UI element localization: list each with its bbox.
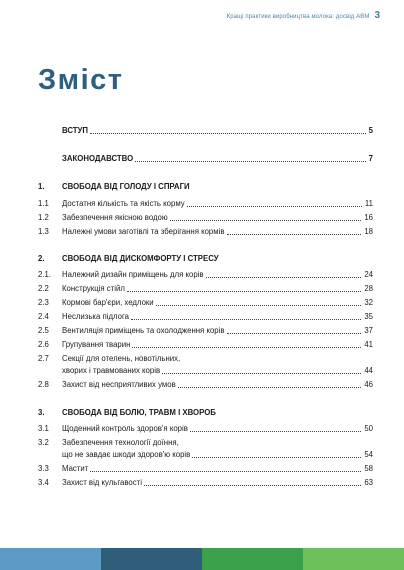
leader-dots xyxy=(190,431,361,432)
leader-dots xyxy=(144,485,361,486)
toc-entry-page: 37 xyxy=(364,326,373,335)
toc-entry[interactable] xyxy=(38,312,373,322)
toc-entry-number: 2.6 xyxy=(38,340,49,349)
toc-entry-page: 35 xyxy=(364,312,373,321)
section-heading[interactable] xyxy=(38,182,373,192)
toc-entry-label: Вентиляція приміщень та охолодження корів xyxy=(62,326,225,335)
toc-entry[interactable] xyxy=(38,464,373,474)
leader-dots xyxy=(135,161,366,162)
section-heading[interactable] xyxy=(38,254,373,264)
toc-entry[interactable] xyxy=(38,270,373,280)
toc-entry-label: Кормові бар'єри, хедлоки xyxy=(62,298,154,307)
toc-entry[interactable] xyxy=(38,380,373,390)
toc-entry[interactable] xyxy=(38,298,373,308)
leader-dots xyxy=(132,347,361,348)
toc-entry[interactable] xyxy=(38,227,373,237)
toc-entry-number: 3.2 xyxy=(38,438,49,447)
toc-entry-label: Забезпечення технології доїння, xyxy=(62,438,179,447)
section-number: 1. xyxy=(38,182,45,191)
toc-entry-page: 24 xyxy=(364,270,373,279)
toc-entry-number: 2.7 xyxy=(38,354,49,363)
toc-entry-label: Захист від несприятливих умов xyxy=(62,380,176,389)
toc-entry[interactable] xyxy=(38,326,373,336)
toc-entry-line1[interactable] xyxy=(38,438,373,448)
toc-entry-page: 18 xyxy=(364,227,373,236)
toc-entry-label: хворих і травмованих корів xyxy=(62,366,161,375)
footer-bar-segment xyxy=(0,548,101,570)
toc-entry-label: що не завдає шкоди здоров'ю корів xyxy=(62,450,191,459)
toc-entry-label: Секції для отелень, новотільних, xyxy=(62,354,181,363)
toc-entry-number: 3.3 xyxy=(38,464,49,473)
toc-entry[interactable] xyxy=(38,284,373,294)
toc-entry-page: 16 xyxy=(364,213,373,222)
toc-entry-page: 63 xyxy=(364,478,373,487)
leader-dots xyxy=(90,471,361,472)
running-header xyxy=(227,10,380,21)
toc-entry-line1[interactable] xyxy=(38,354,373,364)
toc-entry-label: Належні умови заготівлі та зберігання кормів xyxy=(62,227,225,236)
toc-entry-number: 1.3 xyxy=(38,227,49,236)
toc-entry[interactable] xyxy=(38,213,373,223)
page-number: 3 xyxy=(374,10,380,21)
toc-entry-number: 2.8 xyxy=(38,380,49,389)
toc-entry-page: 50 xyxy=(364,424,373,433)
toc-entry-label: Захист від кульгавості xyxy=(62,478,142,487)
toc-entry-page: 46 xyxy=(364,380,373,389)
section-title: СВОБОДА ВІД ДИСКОМФОРТУ І СТРЕСУ xyxy=(62,254,219,263)
toc-entry-page: 5 xyxy=(368,126,373,135)
toc-entry-line2[interactable] xyxy=(38,450,373,460)
leader-dots xyxy=(131,319,361,320)
toc-entry-number: 2.5 xyxy=(38,326,49,335)
toc-entry-number: 2.1. xyxy=(38,270,52,279)
toc-entry-label: Забезпечення якісною водою xyxy=(62,213,168,222)
footer-color-bar xyxy=(0,548,404,570)
toc-entry-page: 28 xyxy=(364,284,373,293)
running-header-text: Кращі практики виробництва молока: досвід АВМ xyxy=(226,14,370,20)
toc-entry-label: Групування тварин xyxy=(62,340,131,349)
toc-entry[interactable] xyxy=(38,478,373,488)
leader-dots xyxy=(178,387,362,388)
footer-bar-segment xyxy=(202,548,303,570)
leader-dots xyxy=(192,457,361,458)
toc-entry-label: Достатня кількість та якість корму xyxy=(62,199,185,208)
toc-entry-label: ВСТУП xyxy=(62,126,88,135)
section-title: СВОБОДА ВІД БОЛЮ, ТРАВМ І ХВОРОБ xyxy=(62,408,216,417)
footer-bar-segment xyxy=(303,548,404,570)
leader-dots xyxy=(156,305,362,306)
toc-entry-number: 2.3 xyxy=(38,298,49,307)
leader-dots xyxy=(162,373,361,374)
leader-dots xyxy=(227,333,362,334)
toc-entry-line2[interactable] xyxy=(38,366,373,376)
toc-entry-label: Належний дизайн приміщень для корів xyxy=(62,270,204,279)
leader-dots xyxy=(170,220,362,221)
leader-dots xyxy=(127,291,361,292)
leader-dots xyxy=(206,277,362,278)
toc-entry[interactable] xyxy=(38,424,373,434)
toc-entry-page: 32 xyxy=(364,298,373,307)
toc-entry-legislation[interactable] xyxy=(38,154,373,164)
section-number: 2. xyxy=(38,254,45,263)
toc-entry-number: 2.4 xyxy=(38,312,49,321)
toc-entry-label: Конструкція стійл xyxy=(62,284,125,293)
toc-entry-page: 44 xyxy=(364,366,373,375)
section-heading[interactable] xyxy=(38,408,373,418)
toc-entry-label: ЗАКОНОДАВСТВО xyxy=(62,154,134,163)
toc-entry-number: 1.1 xyxy=(38,199,49,208)
toc-entry-page: 11 xyxy=(364,199,373,208)
toc-entry-page: 7 xyxy=(368,154,373,163)
toc-entry-label: Неслизька підлога xyxy=(62,312,129,321)
section-number: 3. xyxy=(38,408,45,417)
toc-entry-number: 2.2 xyxy=(38,284,49,293)
toc-entry[interactable] xyxy=(38,199,373,209)
toc-entry-page: 41 xyxy=(364,340,373,349)
toc-entry[interactable] xyxy=(38,340,373,350)
leader-dots xyxy=(90,133,366,134)
section-title: СВОБОДА ВІД ГОЛОДУ І СПРАГИ xyxy=(62,182,190,191)
toc-entry-number: 3.1 xyxy=(38,424,49,433)
toc-entry-intro[interactable] xyxy=(38,126,373,136)
leader-dots xyxy=(227,234,362,235)
footer-bar-segment xyxy=(101,548,202,570)
toc-entry-number: 1.2 xyxy=(38,213,49,222)
toc-entry-page: 58 xyxy=(364,464,373,473)
leader-dots xyxy=(187,206,362,207)
page-title: Зміст xyxy=(38,64,124,96)
toc-entry-label: Мастит xyxy=(62,464,89,473)
toc-entry-label: Щоденний контроль здоров'я корів xyxy=(62,424,188,433)
toc-entry-page: 54 xyxy=(364,450,373,459)
toc-entry-number: 3.4 xyxy=(38,478,49,487)
